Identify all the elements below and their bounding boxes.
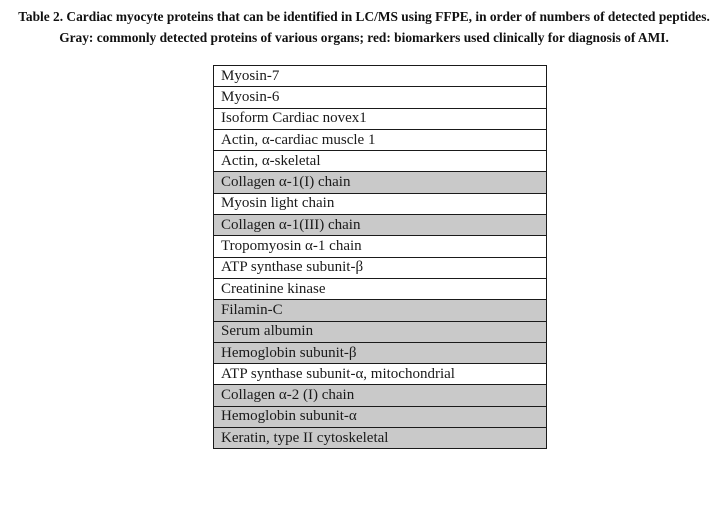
table-row (214, 108, 547, 129)
protein-name-cell: Isoform Cardiac novex1 (214, 108, 547, 129)
table-row (214, 300, 547, 321)
caption-line-1: Table 2. Cardiac myocyte proteins that can be identified in LC/MS using FFPE, in order of numbers of detected peptides. (18, 9, 710, 24)
table-row (214, 87, 547, 108)
table-row (214, 257, 547, 278)
protein-name-cell: Collagen α-2 (I) chain (214, 385, 547, 406)
table-row (214, 342, 547, 363)
protein-name-cell: Actin, α-cardiac muscle 1 (214, 129, 547, 150)
table-row (214, 385, 547, 406)
protein-name-cell: ATP synthase subunit-β (214, 257, 547, 278)
table-row (214, 278, 547, 299)
table-row (214, 236, 547, 257)
protein-name-cell: Filamin-C (214, 300, 547, 321)
protein-name-cell: Collagen α-1(III) chain (214, 215, 547, 236)
table-row (214, 321, 547, 342)
protein-name-cell: Myosin light chain (214, 193, 547, 214)
protein-name-cell: Tropomyosin α-1 chain (214, 236, 547, 257)
table-row (214, 428, 547, 449)
protein-name-cell: Myosin-7 (214, 66, 547, 87)
protein-table (213, 65, 547, 449)
protein-name-cell: Collagen α-1(I) chain (214, 172, 547, 193)
table-row (214, 129, 547, 150)
caption-line-2: Gray: commonly detected proteins of various organs; red: biomarkers used clinically for diagnosis of AMI. (59, 30, 669, 45)
table-row (214, 406, 547, 427)
protein-name-cell: Hemoglobin subunit-α (214, 406, 547, 427)
table-row (214, 66, 547, 87)
protein-name-cell: Hemoglobin subunit-β (214, 342, 547, 363)
table-row (214, 151, 547, 172)
table-row (214, 172, 547, 193)
protein-name-cell: ATP synthase subunit-α, mitochondrial (214, 364, 547, 385)
protein-name-cell: Actin, α-skeletal (214, 151, 547, 172)
protein-name-cell: Serum albumin (214, 321, 547, 342)
protein-name-cell: Myosin-6 (214, 87, 547, 108)
protein-table-body (214, 66, 547, 449)
table-row (214, 193, 547, 214)
table-row (214, 215, 547, 236)
table-caption (0, 6, 728, 48)
protein-name-cell: Creatinine kinase (214, 278, 547, 299)
table-row (214, 364, 547, 385)
protein-name-cell: Keratin, type II cytoskeletal (214, 428, 547, 449)
